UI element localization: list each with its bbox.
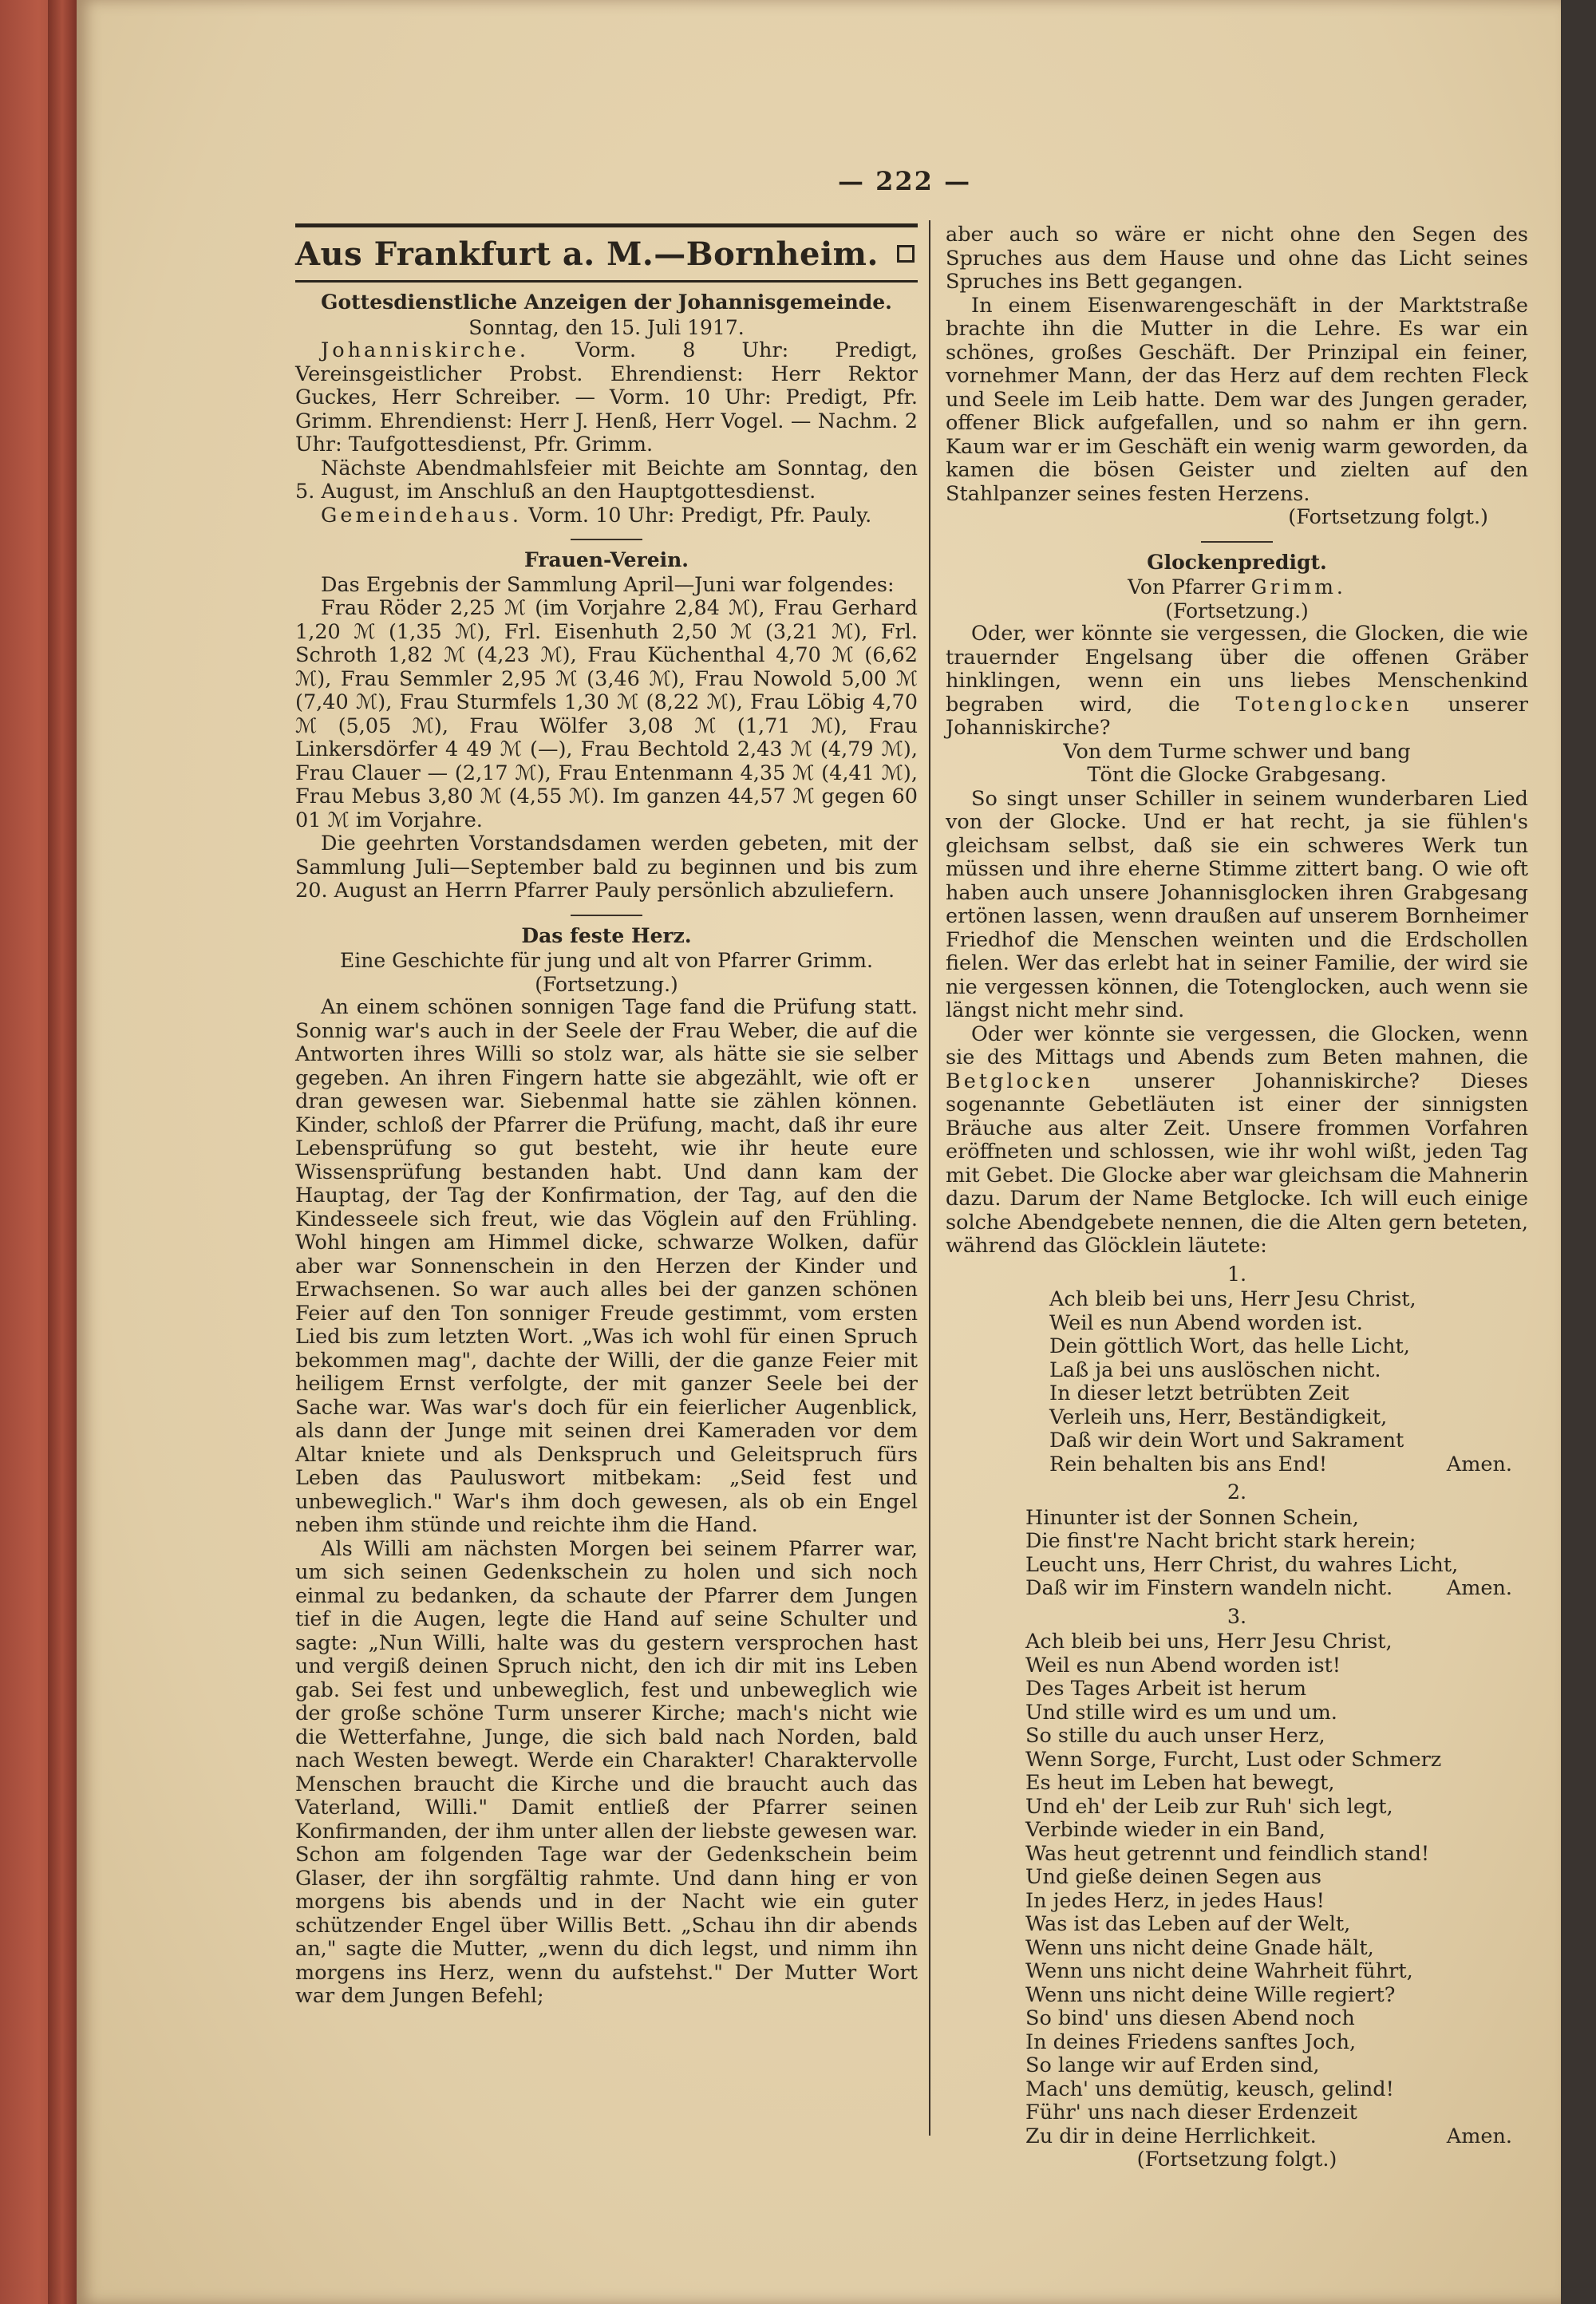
story-subtitle: Eine Geschichte für jung und alt von Pfarrer Grimm.: [340, 949, 873, 972]
paragraph: So singt unser Schiller in seinem wunderbaren Lied von der Glocke. Und er hat recht, ja sie fühlen's gleichsam selbst, daß sie ein schweres Werk tun müssen und ihre eherne Stimme zittert bang. O wie oft haben auch unsere Johannisglocken ihren Grabgesang ertönen lassen, wenn draußen auf unserem Bornheimer Friedhof die Menschen weinten und die Erdschollen fielen. Wer das erlebt hat in seiner Familie, der wird sie nie vergessen können, die Totenglocken, auch wenn sie längst nicht mehr sind.: [946, 786, 1528, 1022]
amen: Amen.: [1446, 2124, 1512, 2148]
paragraph: aber auch so wäre er nicht ohne den Segen des Spruches aus dem Hause und ohne das Licht seines Spruches ins Bett gegangen.: [946, 223, 1528, 294]
prayer-verse-3: [946, 1630, 1528, 2148]
verse-line: Leucht uns, Herr Christ, du wahres Licht,: [1025, 1552, 1459, 1577]
verse-line: Verleih uns, Herr, Beständigkeit,: [1049, 1405, 1388, 1429]
verse-line: Die finst're Nacht bricht stark herein;: [1025, 1529, 1416, 1553]
paragraph: Das Ergebnis der Sammlung April—Juni war folgendes:: [321, 572, 895, 597]
amen: Amen.: [1446, 1576, 1512, 1600]
schiller-quote-line: Tönt die Glocke Grabgesang.: [1087, 763, 1387, 787]
headline-box: [295, 223, 918, 283]
continuation-note: (Fortsetzung.): [1165, 599, 1309, 622]
verse-line: Zu dir in deine Herrlichkeit. Amen.: [1025, 2124, 1512, 2148]
verse-line: Und gieße deinen Segen aus: [1025, 1865, 1321, 1889]
verse-line: In dieser letzt betrübten Zeit: [1049, 1381, 1349, 1405]
verse-line: Was ist das Leben auf der Welt,: [1025, 1912, 1351, 1936]
paragraph: Nächste Abendmahlsfeier mit Beichte am Sonntag, den 5. August, im Anschluß an den Hauptgottesdienst.: [295, 456, 918, 504]
verse-line: Ach bleib bei uns, Herr Jesu Christ,: [1049, 1287, 1416, 1311]
location-name: Gemeindehaus.: [321, 503, 522, 528]
section-rule: [571, 915, 642, 916]
schiller-quote-line: Von dem Turme schwer und bang: [1063, 739, 1411, 764]
paragraph: An einem schönen sonnigen Tage fand die Prüfung statt. Sonnig war's auch in der Seele der Frau Weber, die auf die Antworten ihres Willi so stolz war, als hätte sie sie selber gegeben. An ihren Fingern hatte sie abgezählt, wie oft er dran gewesen war. Siebenmal hatte sie zählen können. Kinder, schloß der Pfarrer die Prüfung, macht, daß ihr eure Lebensprüfung so gut besteht, wie ihr heute eure Wissensprüfung bestanden habt. Und dann kam der Hauptag, der Tag der Konfirmation, der Tag, auf den die Kindesseele sich freut, wie das Vöglein auf den Frühling. Wohl hingen am Himmel dicke, schwarze Wolken, dafür aber war Sonnenschein in den Herzen der Kinder und Erwachsenen. So war auch alles bei der ganzen schönen Feier auf den Ton sonniger Freude gestimmt, vom ersten Lied bis zum letzten Wort. „Was ich wohl für einen Spruch bekommen mag", dachte der Willi, der die ganze Feier mit heiligem Ernst verfolgte, der mit ganzer Seele bei der Sache war. Was war's doch für ein feierlicher Augenblick, als dann der Junge mit seinen drei Kameraden vor dem Altar kniete und als Denkspruch und Geleitspruch fürs Leben das Pauluswort mitbekam: „Seid fest und unbeweglich." War's ihm doch gewesen, als ob ein Engel neben ihm stünde und reichte ihm die Hand.: [295, 995, 918, 1537]
verse-line: Daß wir im Finstern wandeln nicht. Amen.: [1025, 1576, 1512, 1600]
paragraph: In einem Eisenwarengeschäft in der Marktstraße brachte ihn die Mutter in die Lehre. Es war ein schönes, großes Geschäft. Der Prinzipal ein feiner, vornehmer Mann, der das Herz auf dem rechten Fleck und Seele im Leib hatte. Dem war des Jungen gerader, offener Blick aufgefallen, und so nahm er ihn gern. Kaum war er im Geschäft ein wenig warm geworden, da kamen die bösen Geister und zielten auf den Stahlpanzer seines festen Herzens.: [946, 293, 1528, 506]
paragraph: Frau Röder 2,25 ℳ (im Vorjahre 2,84 ℳ), Frau Gerhard 1,20 ℳ (1,35 ℳ), Frl. Eisenhuth 2,50 ℳ (3,21 ℳ), Frl. Schroth 1,82 ℳ (4,23 ℳ), Frau Küchenthal 4,70 ℳ (6,62 ℳ), Frau Semmler 2,95 ℳ (3,46 ℳ), Frau Nowold 5,00 ℳ (7,40 ℳ), Frau Sturmfels 1,30 ℳ (8,22 ℳ), Frau Löbig 4,70 ℳ (5,05 ℳ), Frau Wölfer 3,08 ℳ (1,71 ℳ), Frau Linkersdörfer 4 49 ℳ (—), Frau Bechtold 2,43 ℳ (4,79 ℳ), Frau Clauer — (2,17 ℳ), Frau Entenmann 4,35 ℳ (4,41 ℳ), Frau Mebus 3,80 ℳ (4,55 ℳ). Im ganzen 44,57 ℳ gegen 60 01 ℳ im Vorjahre.: [295, 596, 918, 832]
section-rule: [1201, 541, 1273, 543]
verse-line: Wenn uns nicht deine Wille regiert?: [1025, 1982, 1396, 2007]
page-number: — 222 —: [838, 166, 972, 196]
verse-line: In deines Friedens sanftes Joch,: [1025, 2029, 1357, 2054]
right-column: [946, 223, 1528, 2172]
verse-line: Wenn uns nicht deine Wahrheit führt,: [1025, 1959, 1413, 1983]
verse-line: Hinunter ist der Sonnen Schein,: [1025, 1505, 1359, 1530]
prayer-verse-1: [946, 1288, 1528, 1476]
verse-line: Führ' uns nach dieser Erdenzeit: [1025, 2100, 1357, 2124]
to-be-continued: (Fortsetzung folgt.): [1288, 505, 1488, 529]
verse-line: Weil es nun Abend worden ist!: [1025, 1653, 1341, 1678]
verse-number: 3.: [1227, 1604, 1247, 1629]
paragraph: Johanniskirche. Vorm. 8 Uhr: Predigt, Vereinsgeistlicher Probst. Ehrendienst: Herr Rektor Guckes, Herr Schreiber. — Vorm. 10 Uhr: Predigt, Pfr. Grimm. Ehrendienst: Herr J. Henß, Herr Vogel. — Nachm. 2 Uhr: Taufgottesdienst, Pfr. Grimm.: [295, 338, 918, 456]
verse-line: So bind' uns diesen Abend noch: [1025, 2006, 1355, 2030]
verse-line: Wenn uns nicht deine Gnade hält,: [1025, 1935, 1374, 1960]
verse-line: Mach' uns demütig, keusch, gelind!: [1025, 2077, 1394, 2101]
paragraph: Oder wer könnte sie vergessen, die Glocken, wenn sie des Mittags und Abends zum Beten mahnen, die Betglocken unserer Johanniskirche? Dieses sogenannte Gebetläuten ist einer der sinnigsten Bräuche aus alter Zeit. Unsere frommen Vorfahren eröffneten und schlossen, wie ihr wohl wißt, jeden Tag mit Gebet. Die Glocke aber war gleichsam die Mahnerin dazu. Darum der Name Betglocke. Ich will euch einige solche Abendgebete nennen, die die Alten gern beteten, während das Glöcklein läutete:: [946, 1022, 1528, 1258]
verse-line: So stille du auch unser Herz,: [1025, 1724, 1325, 1748]
paragraph: Gemeindehaus. Vorm. 10 Uhr: Predigt, Pfr. Pauly.: [321, 503, 872, 528]
page-edge-shadow: [1561, 0, 1596, 2304]
verse-line: Verbinde wieder in ein Band,: [1025, 1818, 1325, 1842]
section-title-gottesdienst: Gottesdienstliche Anzeigen der Johannisgemeinde.: [321, 290, 892, 314]
headline: Aus Frankfurt a. M.—Bornheim.: [295, 235, 879, 273]
verse-line: Wenn Sorge, Furcht, Lust oder Schmerz: [1025, 1747, 1442, 1772]
church-name: Johanniskirche.: [321, 338, 529, 362]
paragraph: Die geehrten Vorstandsdamen werden gebeten, mit der Sammlung Juli—September bald zu beginnen und bis zum 20. August an Herrn Pfarrer Pauly persönlich abzuliefern.: [295, 832, 918, 903]
verse-line: Daß wir dein Wort und Sakrament: [1049, 1429, 1404, 1452]
verse-line: Was heut getrennt und feindlich stand!: [1025, 1841, 1430, 1866]
verse-line: Laß ja bei uns auslöschen nicht.: [1049, 1358, 1381, 1382]
service-date: Sonntag, den 15. Juli 1917.: [468, 315, 745, 339]
prayer-verse-2: [946, 1507, 1528, 1601]
section-title-glockenpredigt: Glockenpredigt.: [1147, 550, 1327, 574]
verse-line: In jedes Herz, in jedes Haus!: [1025, 1888, 1325, 1913]
verse-line: Des Tages Arbeit ist herum: [1025, 1677, 1306, 1701]
sermon-author: Von Pfarrer Grimm.: [1128, 575, 1346, 599]
left-column: [295, 223, 918, 2009]
verse-line: Und eh' der Leib zur Ruh' sich legt,: [1025, 1794, 1393, 1819]
column-divider: [929, 220, 930, 2136]
section-title-festes-herz: Das feste Herz.: [521, 923, 692, 947]
to-be-continued: (Fortsetzung folgt.): [1136, 2148, 1337, 2172]
continuation-note: (Fortsetzung.): [535, 972, 678, 996]
verse-line: Rein behalten bis ans End! Amen.: [1049, 1452, 1512, 1476]
paragraph: Als Willi am nächsten Morgen bei seinem Pfarrer war, um sich seinen Gedenkschein zu holen und sich noch einmal zu bedanken, da schaute der Pfarrer dem Jungen tief in die Augen, legte die Hand auf seine Schulter und sagte: „Nun Willi, halte was du gestern versprochen hast und vergiß deinen Spruch nicht, den ich dir mit ins Leben gab. Sei fest und unbeweglich, fest und unbeweglich wie der große schöne Turm unserer Kirche; mach's nicht wie die Wetterfahne, Junge, die sich bald nach Norden, bald nach Westen bewegt. Werde ein Charakter! Charaktervolle Menschen braucht die Kirche und die braucht auch das Vaterland, Willi." Damit entließ der Pfarrer seinen Konfirmanden, der ihm unter allen der liebste gewesen war. Schon am folgenden Tage war der Gedenkschein beim Glaser, der ihn sorgfältig rahmte. Und dann hing er von morgens bis abends und in der Nacht wie ein guter schützender Engel über Willis Bett. „Schau ihn dir abends an," sagte die Mutter, „wenn du dich legst, und nimm ihn morgens ins Herz, wenn du aufstehst." Der Mutter Wort war dem Jungen Befehl;: [295, 1536, 918, 2008]
section-rule: [571, 539, 642, 540]
verse-line: Dein göttlich Wort, das helle Licht,: [1049, 1334, 1410, 1358]
verse-line: So lange wir auf Erden sind,: [1025, 2053, 1320, 2077]
verse-number: 1.: [1227, 1262, 1247, 1286]
binding-edge: [48, 0, 77, 2304]
verse-line: Weil es nun Abend worden ist.: [1049, 1310, 1363, 1335]
verse-line: Ach bleib bei uns, Herr Jesu Christ,: [1025, 1630, 1393, 1654]
paragraph: Oder, wer könnte sie vergessen, die Glocken, die wie trauernder Engelsang über die offenen Gräber hinklingen, wenn ein uns liebes Menschenkind begraben wird, die Totenglocken unserer Johanniskirche?: [946, 622, 1528, 740]
verse-line: Und stille wird es um und um.: [1025, 1700, 1337, 1725]
square-ornament-icon: [897, 245, 915, 263]
section-title-frauenverein: Frauen-Verein.: [524, 548, 689, 571]
amen: Amen.: [1446, 1452, 1512, 1476]
verse-line: Es heut im Leben hat bewegt,: [1025, 1771, 1335, 1795]
verse-number: 2.: [1227, 1480, 1247, 1504]
